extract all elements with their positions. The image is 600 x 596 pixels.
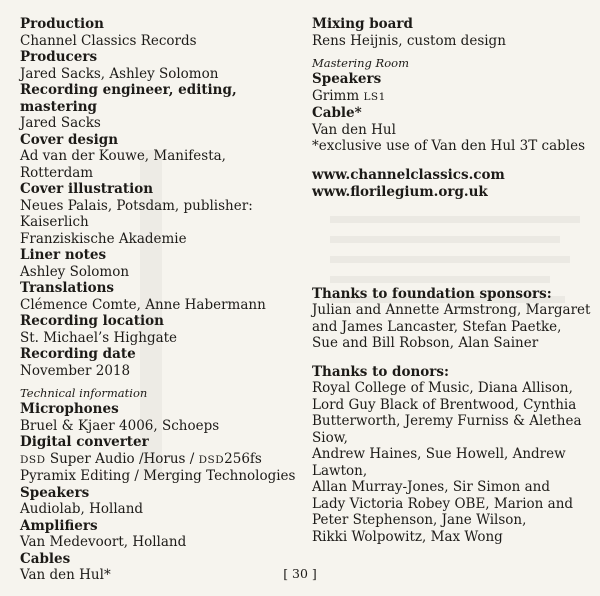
recording-location-value: St. Michael’s Highgate — [20, 329, 178, 346]
converter-text: Super Audio /Horus / — [45, 450, 199, 467]
mastering-speakers-value — [312, 88, 592, 106]
cable-footnote: *exclusive use of Van den Hul 3T cables — [312, 138, 586, 154]
donors-line: Allan Murray-Jones, Sir Simon and — [312, 479, 550, 495]
mixing-board-value: Rens Heijnis, custom design — [312, 32, 506, 49]
cover-illustration-value-line2: Franziskische Akademie — [20, 230, 187, 247]
donors-line: Lady Victoria Robey OBE, Marion and — [312, 495, 574, 512]
recording-location-heading: Recording location — [20, 313, 164, 329]
liner-notes-value: Ashley Solomon — [20, 263, 130, 280]
producers-value: Jared Sacks, Ashley Solomon — [20, 65, 219, 82]
mastering-cable-value: Van den Hul — [312, 121, 396, 138]
donors-list — [312, 380, 592, 545]
donors-heading: Thanks to donors: — [312, 363, 449, 380]
recording-date-heading: Recording date — [20, 346, 136, 362]
foundation-sponsors-line: and James Lancaster, Stefan Paetke, — [312, 318, 562, 335]
cover-illustration-heading: Cover illustration — [20, 181, 154, 197]
producers-heading: Producers — [20, 49, 98, 65]
donors-line: Royal College of Music, Diana Allison, — [312, 380, 573, 396]
translations-value: Clémence Comte, Anne Habermann — [20, 296, 266, 313]
cables-heading: Cables — [20, 550, 71, 567]
speakers-value: Audiolab, Holland — [20, 501, 144, 517]
florilegium-link[interactable]: www.florilegium.org.uk — [312, 183, 488, 200]
liner-notes-heading: Liner notes — [20, 247, 107, 263]
dsd-smallcaps-2: DSD — [198, 453, 225, 466]
digital-converter-value-line2: Pyramix Editing / Merging Technologies — [20, 468, 296, 484]
recording-engineer-heading: Recording engineer, editing, mastering — [20, 82, 237, 115]
translations-heading: Translations — [20, 280, 114, 296]
donors-line: Rikki Wolpowitz, Max Wong — [312, 528, 503, 545]
technical-information-label: Technical information — [20, 386, 148, 400]
page-number: [ 30 ] — [283, 566, 317, 581]
cover-design-value: Ad van der Kouwe, Manifesta, Rotterdam — [20, 148, 226, 181]
speakers-heading: Speakers — [20, 484, 90, 501]
foundation-sponsors-line: Sue and Bill Robson, Alan Sainer — [312, 335, 539, 351]
foundation-sponsors-list — [312, 302, 592, 352]
mastering-cable-heading: Cable* — [312, 105, 362, 121]
mastering-speakers-heading: Speakers — [312, 71, 382, 87]
digital-converter-heading: Digital converter — [20, 434, 149, 450]
microphones-heading: Microphones — [20, 401, 119, 417]
donors-line: Butterworth, Jeremy Furniss & Alethea Siow, — [312, 413, 582, 446]
credits-left-column — [20, 16, 300, 584]
channel-classics-link[interactable]: www.channelclassics.com — [312, 166, 505, 183]
amplifiers-heading: Amplifiers — [20, 517, 98, 534]
cover-design-heading: Cover design — [20, 131, 119, 148]
dsd-smallcaps: DSD — [20, 453, 46, 466]
converter-rate: 256fs — [224, 450, 262, 467]
microphones-value: Bruel & Kjaer 4006, Schoeps — [20, 417, 220, 434]
donors-line: Andrew Haines, Sue Howell, Andrew Lawton, — [312, 446, 566, 479]
recording-engineer-value: Jared Sacks — [20, 115, 101, 131]
recording-date-value: November 2018 — [20, 362, 131, 379]
cover-illustration-value-line1: Neues Palais, Potsdam, publisher: Kaiserlich — [20, 197, 253, 230]
foundation-sponsors-line: Julian and Annette Armstrong, Margaret — [312, 302, 591, 318]
speaker-model: LS1 — [363, 90, 386, 103]
mastering-room-label: Mastering Room — [312, 56, 409, 70]
donors-line: Lord Guy Black of Brentwood, Cynthia — [312, 396, 577, 413]
amplifiers-value: Van Medevoort, Holland — [20, 534, 187, 550]
donors-line: Peter Stephenson, Jane Wilson, — [312, 512, 527, 528]
credits-right-column — [312, 16, 592, 545]
digital-converter-value-line1 — [20, 451, 300, 469]
production-value: Channel Classics Records — [20, 32, 197, 49]
foundation-sponsors-heading: Thanks to foundation sponsors: — [312, 285, 552, 302]
production-heading: Production — [20, 16, 104, 32]
speaker-brand: Grimm — [312, 87, 364, 104]
mixing-board-heading: Mixing board — [312, 16, 413, 32]
cables-value: Van den Hul* — [20, 567, 111, 583]
